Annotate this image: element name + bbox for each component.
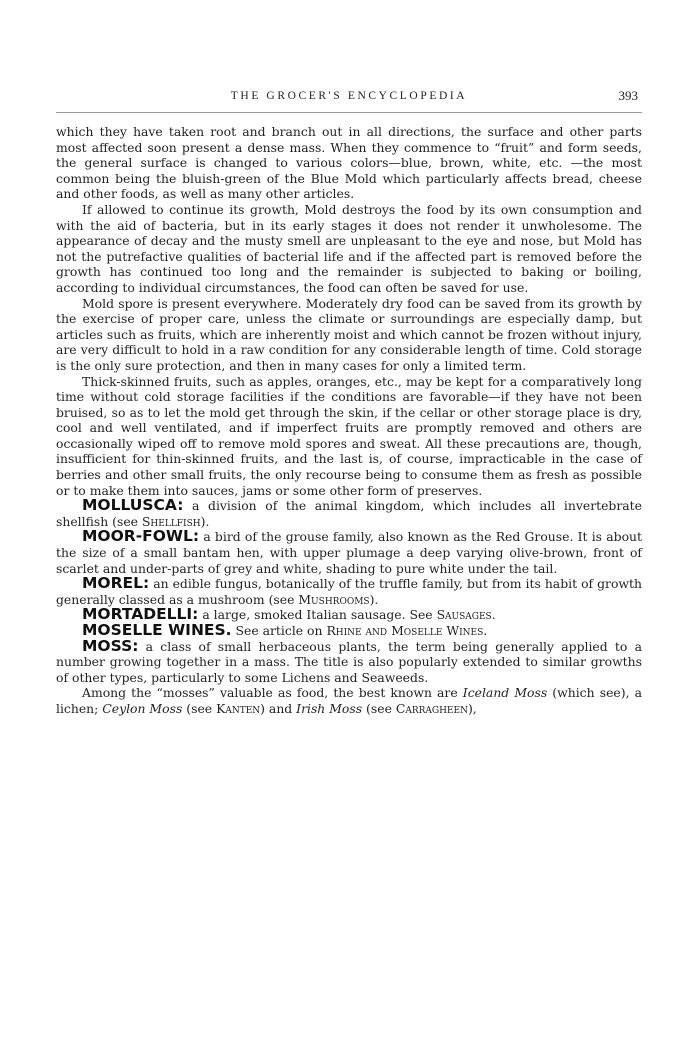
entry-mollusca (56, 498, 642, 529)
text-segment: ), (467, 700, 477, 716)
header-rule (56, 112, 642, 113)
entry-term: MOOR-FOWL: (82, 527, 200, 546)
entry-text-end: ). (369, 591, 379, 607)
entry-text-end: . (491, 607, 496, 623)
entry-term: MOLLUSCA: (82, 496, 184, 515)
mold-paragraph-2: If allowed to continue its growth, Mold destroys the food by its own consumption and with the aid of bacteria, but in its early stages it does not render it unwholesome. The appearance of decay and the musty smell are unpleasant to the eye and nose, but Mold has not the putrefactive qualities of bacterial life and if the affected part is removed before the growth has continued too long and the remainder is subjected to baking or boiling, according to individual circumstances, the food can often be saved for use. (56, 201, 642, 295)
page-body (56, 124, 642, 717)
entry-text: a large, smoked Italian sausage. See (202, 607, 437, 623)
italic-term: Irish Moss (296, 700, 363, 716)
text-segment: ) and (260, 700, 297, 716)
cross-reference: Mushrooms (298, 591, 370, 607)
running-header (56, 88, 642, 108)
entry-term: MORTADELLI: (82, 605, 199, 624)
italic-term: Ceylon Moss (102, 700, 183, 716)
entry-morel (56, 576, 642, 607)
entry-text: a bird of the grouse family, also known as the Red Grouse. It is about the size of a small bantam hen, with upper plumage a deep varying olive-brown, front of scarlet and under-parts of grey and white, shading to pure white under the tail. (56, 529, 642, 576)
entry-text-end: . (483, 623, 488, 638)
cross-reference: Kanten (216, 700, 261, 716)
running-title: THE GROCER'S ENCYCLOPEDIA (230, 90, 468, 102)
entry-term: MOSELLE WINES. (82, 621, 232, 639)
mold-paragraph-4: Thick-skinned fruits, such as apples, oranges, etc., may be kept for a comparatively long time without cold storage facilities if the conditions are favorable—if they have not been bruised, so as to let the mold get through the skin, if the cellar or other storage place is dry, cool and well ventilated, and if imperfect fruits are promptly removed and others are occasionally wiped off to remove mold spores and sweat. All these precautions are, though, insufficient for thin-skinned fruits, and the last is, of course, impracticable in the case of berries and other small fruits, the only recourse being to consume them as fresh as possible or to make them into sauces, jams or some other form of preserves. (56, 373, 642, 498)
italic-term: Iceland Moss (462, 685, 548, 701)
entry-text: See article on (235, 623, 327, 638)
cross-reference: Sausages (436, 607, 492, 623)
entry-term: MOREL: (82, 574, 150, 593)
entry-text: an edible fungus, botanically of the truffle family, but from its habit of growth generally classed as a mushroom (see (56, 576, 642, 607)
mold-paragraph-1: which they have taken root and branch out in all directions, the surface and other parts most affected soon present a dense mass. When they commence to “fruit” and form seeds, the general surface is changed to various colors—blue, brown, white, etc. —the most common being the bluish-green of the Blue Mold which particularly affects bread, cheese and other foods, as well as many other articles. (56, 124, 642, 202)
entry-moor-fowl (56, 529, 642, 576)
mold-paragraph-3: Mold spore is present everywhere. Moderately dry food can be saved from its growth by the exercise of proper care, unless the climate or surroundings are especially damp, but articles such as fruits, which are inherently moist and which cannot be frozen without injury, are very difficult to hold in a raw condition for any considerable length of time. Cold storage is the only sure protection, and then in many cases for only a limited term. (56, 295, 642, 373)
cross-reference: Rhine and Moselle Wines (326, 623, 484, 638)
entry-text: a division of the animal kingdom, which includes all invertebrate shellfish (see (56, 498, 642, 529)
page-number: 393 (618, 88, 638, 103)
text-segment: Among the “mosses” valuable as food, the best known are (82, 685, 463, 701)
cross-reference: Shellfish (141, 513, 201, 529)
moss-paragraph-2 (56, 685, 642, 716)
entry-text-end: ). (200, 513, 210, 529)
text-segment: (which see), a lichen; (56, 685, 642, 716)
text-segment: (see (362, 700, 396, 716)
entry-moss (56, 636, 642, 686)
entry-term: MOSS: (82, 636, 139, 655)
entry-moselle-wines (56, 623, 642, 639)
text-segment: (see (182, 700, 217, 716)
cross-reference: Carragheen (395, 700, 468, 716)
entry-text: a class of small herbaceous plants, the term being generally applied to a number growing together in a mass. The title is also popularly extended to similar growths of other types, particularly to some Lichens and Seaweeds. (56, 638, 642, 685)
